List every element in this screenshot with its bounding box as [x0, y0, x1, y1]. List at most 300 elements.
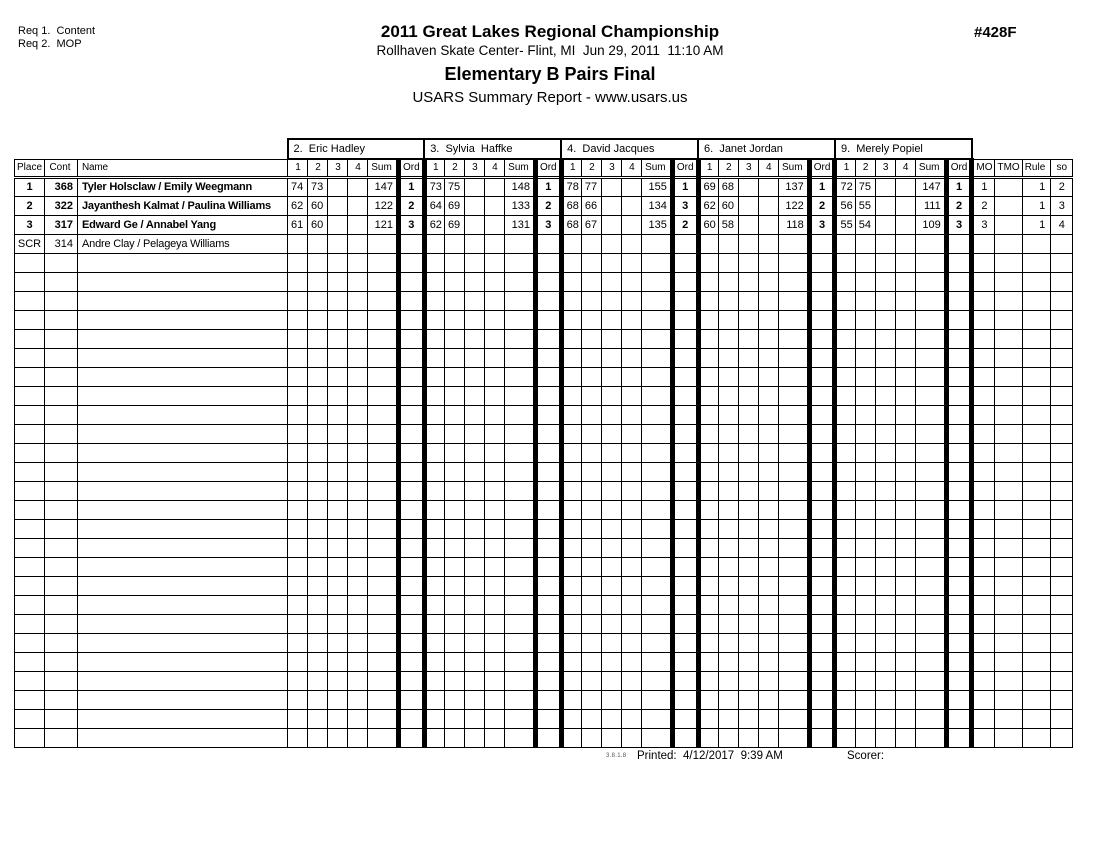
table-cell: 3 [399, 215, 425, 234]
table-cell [348, 253, 368, 272]
table-cell [855, 405, 875, 424]
table-cell: 60 [308, 196, 328, 215]
table-cell [601, 709, 621, 728]
table-cell [444, 595, 464, 614]
table-cell [1022, 728, 1051, 747]
table-cell [972, 348, 995, 367]
table-cell [348, 310, 368, 329]
table-cell [809, 310, 835, 329]
table-cell [308, 310, 328, 329]
table-cell [535, 462, 561, 481]
table-cell [1051, 272, 1073, 291]
table-cell [444, 633, 464, 652]
table-cell [738, 481, 758, 500]
table-cell [45, 443, 78, 462]
table-cell [581, 595, 601, 614]
table-cell [809, 272, 835, 291]
table-cell [484, 196, 504, 215]
table-cell [328, 462, 348, 481]
table-cell [1022, 633, 1051, 652]
table-cell [895, 196, 915, 215]
table-cell [15, 367, 45, 386]
table-cell [972, 386, 995, 405]
table-cell [855, 690, 875, 709]
table-cell [698, 462, 718, 481]
table-cell [328, 614, 348, 633]
table-cell [399, 462, 425, 481]
table-cell [621, 443, 641, 462]
table-cell [424, 709, 444, 728]
table-cell: 317 [45, 215, 78, 234]
table-cell [809, 538, 835, 557]
competitor-name-cell [78, 595, 288, 614]
table-cell [995, 576, 1022, 595]
table-cell [581, 386, 601, 405]
summary-table [14, 138, 1073, 748]
table-cell: SCR [15, 234, 45, 253]
table-cell [444, 348, 464, 367]
table-cell [424, 614, 444, 633]
table-cell [424, 329, 444, 348]
table-cell [464, 633, 484, 652]
table-cell [464, 272, 484, 291]
table-cell [581, 481, 601, 500]
table-cell [601, 690, 621, 709]
table-cell: 75 [444, 177, 464, 196]
table-cell [348, 424, 368, 443]
table-cell [464, 367, 484, 386]
table-cell [484, 367, 504, 386]
table-cell [308, 329, 328, 348]
table-cell [348, 652, 368, 671]
table-cell [1022, 481, 1051, 500]
competitor-name-cell [78, 424, 288, 443]
table-cell [855, 633, 875, 652]
table-cell [328, 348, 348, 367]
table-cell [946, 329, 972, 348]
table-cell [444, 576, 464, 595]
table-cell [535, 424, 561, 443]
competitor-name-cell [78, 272, 288, 291]
table-cell [424, 291, 444, 310]
table-cell [738, 215, 758, 234]
table-cell [581, 424, 601, 443]
table-cell [484, 538, 504, 557]
table-cell [581, 538, 601, 557]
table-cell [484, 728, 504, 747]
table-cell [672, 348, 698, 367]
table-cell [946, 709, 972, 728]
table-cell: 4 [1051, 215, 1073, 234]
table-cell [15, 633, 45, 652]
table-cell [484, 652, 504, 671]
table-cell [504, 443, 535, 462]
table-cell [1022, 405, 1051, 424]
software-version: 3.8.1.8 [606, 753, 627, 759]
table-cell [15, 443, 45, 462]
table-cell [621, 538, 641, 557]
table-cell [288, 234, 308, 253]
table-cell [561, 690, 581, 709]
table-cell [946, 652, 972, 671]
table-cell [368, 595, 399, 614]
table-cell [464, 671, 484, 690]
table-cell [915, 405, 946, 424]
table-cell [855, 557, 875, 576]
table-cell [561, 462, 581, 481]
table-cell [484, 519, 504, 538]
table-cell [464, 728, 484, 747]
table-cell [15, 272, 45, 291]
table-cell [464, 424, 484, 443]
table-cell [855, 709, 875, 728]
table-cell [995, 386, 1022, 405]
table-cell [399, 690, 425, 709]
table-cell [641, 367, 672, 386]
table-cell [484, 614, 504, 633]
table-cell [915, 538, 946, 557]
table-cell [288, 386, 308, 405]
table-cell [875, 595, 895, 614]
table-cell [308, 348, 328, 367]
col-header-mo: MO [972, 159, 995, 177]
table-cell [601, 177, 621, 196]
table-cell [875, 614, 895, 633]
table-cell [698, 538, 718, 557]
table-cell [15, 576, 45, 595]
table-cell [581, 519, 601, 538]
table-cell [738, 272, 758, 291]
table-cell [672, 500, 698, 519]
col-header-judge4-3: 3 [738, 159, 758, 177]
event-number: #428F [974, 24, 1017, 41]
table-cell [424, 272, 444, 291]
table-cell [368, 291, 399, 310]
table-cell [288, 614, 308, 633]
table-cell [348, 462, 368, 481]
table-cell [484, 462, 504, 481]
table-cell [946, 481, 972, 500]
table-cell: 60 [698, 215, 718, 234]
table-cell [672, 234, 698, 253]
table-cell: 1 [399, 177, 425, 196]
col-header-judge2-4: 4 [484, 159, 504, 177]
table-cell [855, 728, 875, 747]
table-cell [698, 329, 718, 348]
table-cell [718, 690, 738, 709]
table-cell [444, 272, 464, 291]
table-cell [895, 690, 915, 709]
table-cell [835, 443, 855, 462]
table-cell [561, 272, 581, 291]
table-cell [288, 690, 308, 709]
table-cell [484, 633, 504, 652]
table-cell [621, 215, 641, 234]
table-cell [601, 310, 621, 329]
table-cell [915, 690, 946, 709]
table-cell [641, 671, 672, 690]
table-cell [601, 595, 621, 614]
table-cell [698, 272, 718, 291]
table-cell [875, 215, 895, 234]
table-cell [995, 614, 1022, 633]
table-cell [738, 519, 758, 538]
table-cell [758, 595, 778, 614]
table-cell [464, 177, 484, 196]
table-cell [995, 652, 1022, 671]
table-cell [581, 272, 601, 291]
table-cell: 64 [424, 196, 444, 215]
table-cell [672, 462, 698, 481]
table-cell [718, 671, 738, 690]
table-cell [581, 576, 601, 595]
table-cell [855, 367, 875, 386]
table-cell [621, 196, 641, 215]
printed-label: Printed: [637, 750, 677, 762]
table-cell [1051, 519, 1073, 538]
table-cell [718, 557, 738, 576]
table-cell [758, 576, 778, 595]
table-cell: 58 [718, 215, 738, 234]
table-cell [288, 405, 308, 424]
table-cell [601, 234, 621, 253]
table-cell [561, 310, 581, 329]
table-cell [875, 462, 895, 481]
table-cell [504, 709, 535, 728]
table-cell [1051, 633, 1073, 652]
table-cell [738, 329, 758, 348]
table-cell [504, 595, 535, 614]
table-cell [399, 367, 425, 386]
competitor-name-cell [78, 405, 288, 424]
table-cell [915, 614, 946, 633]
table-cell [855, 291, 875, 310]
table-cell [835, 462, 855, 481]
table-cell [15, 424, 45, 443]
table-cell [621, 310, 641, 329]
table-cell [1051, 595, 1073, 614]
table-cell [995, 481, 1022, 500]
table-cell [1022, 519, 1051, 538]
table-cell [738, 538, 758, 557]
table-cell [328, 386, 348, 405]
table-cell [561, 405, 581, 424]
table-cell [464, 348, 484, 367]
table-cell [484, 576, 504, 595]
table-cell [1051, 652, 1073, 671]
table-cell [875, 709, 895, 728]
table-cell [328, 253, 348, 272]
table-cell [288, 538, 308, 557]
table-cell [328, 576, 348, 595]
competitor-name-cell [78, 253, 288, 272]
table-cell [464, 709, 484, 728]
table-cell [535, 538, 561, 557]
table-cell [368, 272, 399, 291]
table-cell [601, 196, 621, 215]
col-header-judge5-1: 1 [835, 159, 855, 177]
table-cell [328, 310, 348, 329]
table-cell [915, 272, 946, 291]
table-cell [308, 728, 328, 747]
table-cell: 3 [972, 215, 995, 234]
table-cell [621, 481, 641, 500]
table-cell [641, 291, 672, 310]
table-cell [484, 234, 504, 253]
competitor-name-cell [78, 500, 288, 519]
table-cell [718, 253, 738, 272]
table-cell [368, 614, 399, 633]
table-cell [1022, 348, 1051, 367]
table-cell [758, 367, 778, 386]
table-cell [308, 234, 328, 253]
table-cell [621, 633, 641, 652]
table-cell [972, 614, 995, 633]
col-header-judge4-2: 2 [718, 159, 738, 177]
table-cell [399, 234, 425, 253]
table-cell [581, 690, 601, 709]
table-cell [601, 291, 621, 310]
event-title: Elementary B Pairs Final [444, 64, 656, 84]
table-cell [835, 728, 855, 747]
table-cell [288, 519, 308, 538]
table-cell: 1 [15, 177, 45, 196]
table-cell [348, 405, 368, 424]
col-header-judge4-1: 1 [698, 159, 718, 177]
table-cell [484, 310, 504, 329]
table-cell [972, 595, 995, 614]
table-cell [758, 652, 778, 671]
table-cell [601, 652, 621, 671]
table-cell [601, 614, 621, 633]
table-cell [718, 424, 738, 443]
table-cell [368, 728, 399, 747]
table-cell [875, 329, 895, 348]
table-cell [15, 728, 45, 747]
table-cell: 368 [45, 177, 78, 196]
table-cell [946, 462, 972, 481]
table-cell [641, 481, 672, 500]
competitor-name-cell [78, 329, 288, 348]
table-cell [484, 348, 504, 367]
table-cell [758, 633, 778, 652]
table-cell [45, 405, 78, 424]
table-cell [561, 291, 581, 310]
table-cell: 78 [561, 177, 581, 196]
table-cell [464, 614, 484, 633]
table-cell [875, 557, 895, 576]
table-cell [738, 595, 758, 614]
table-cell [641, 253, 672, 272]
table-cell [45, 538, 78, 557]
table-cell [718, 291, 738, 310]
title-block [0, 22, 1100, 107]
table-cell [915, 310, 946, 329]
table-cell [738, 367, 758, 386]
table-cell [972, 367, 995, 386]
table-cell [698, 557, 718, 576]
competitor-name-cell [78, 690, 288, 709]
table-cell [444, 709, 464, 728]
table-cell [698, 443, 718, 462]
table-cell: 1 [535, 177, 561, 196]
table-cell [288, 443, 308, 462]
table-cell [484, 595, 504, 614]
table-cell [995, 500, 1022, 519]
table-cell [581, 462, 601, 481]
table-cell [875, 253, 895, 272]
table-cell [581, 253, 601, 272]
table-cell [601, 405, 621, 424]
table-cell [641, 500, 672, 519]
table-cell [758, 177, 778, 196]
table-cell [778, 272, 809, 291]
table-cell [895, 500, 915, 519]
table-cell [535, 557, 561, 576]
table-cell [621, 576, 641, 595]
table-cell [946, 424, 972, 443]
table-cell [875, 652, 895, 671]
table-cell [738, 500, 758, 519]
table-cell [308, 481, 328, 500]
table-cell [464, 310, 484, 329]
table-cell [915, 671, 946, 690]
table-cell [535, 329, 561, 348]
table-cell [581, 652, 601, 671]
table-cell: 135 [641, 215, 672, 234]
table-cell [464, 386, 484, 405]
table-cell [45, 253, 78, 272]
table-cell [15, 405, 45, 424]
table-cell [484, 405, 504, 424]
table-cell [621, 728, 641, 747]
table-cell [778, 234, 809, 253]
table-cell [621, 462, 641, 481]
table-cell [809, 557, 835, 576]
table-cell [946, 690, 972, 709]
table-cell [738, 728, 758, 747]
table-cell [895, 386, 915, 405]
table-cell [581, 348, 601, 367]
table-cell [946, 576, 972, 595]
table-cell [875, 500, 895, 519]
table-cell [778, 652, 809, 671]
table-cell [15, 348, 45, 367]
table-cell [672, 690, 698, 709]
table-cell [778, 253, 809, 272]
table-cell [758, 291, 778, 310]
table-cell [581, 291, 601, 310]
table-cell [809, 500, 835, 519]
table-cell [995, 329, 1022, 348]
table-cell: 122 [778, 196, 809, 215]
table-cell [995, 291, 1022, 310]
table-cell [328, 671, 348, 690]
table-cell [698, 348, 718, 367]
table-cell [778, 614, 809, 633]
table-cell [995, 557, 1022, 576]
col-header-judge1-3: 3 [328, 159, 348, 177]
table-cell [875, 272, 895, 291]
table-cell [504, 519, 535, 538]
table-cell [995, 538, 1022, 557]
table-cell [561, 595, 581, 614]
table-cell [15, 614, 45, 633]
table-cell [45, 557, 78, 576]
table-cell [778, 367, 809, 386]
table-cell [444, 386, 464, 405]
col-header-judge4-sum: Sum [778, 159, 809, 177]
